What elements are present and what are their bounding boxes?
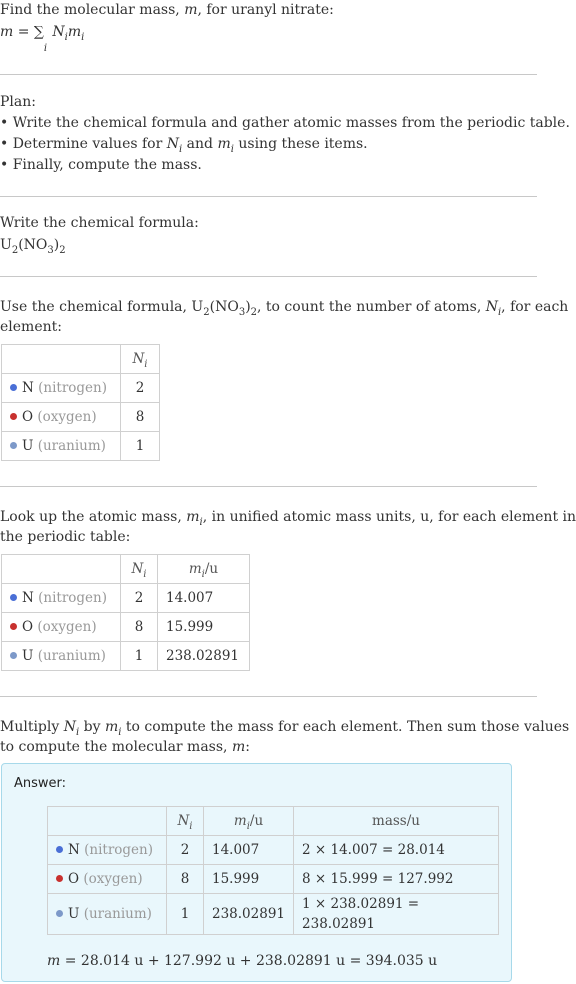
formula-heading: Write the chemical formula: bbox=[0, 215, 199, 231]
lookup-section bbox=[0, 507, 576, 547]
table-row bbox=[2, 374, 160, 403]
intro-text: Find the molecular mass, m, for uranyl nitrate: bbox=[0, 2, 334, 18]
count-cell: 8 bbox=[167, 865, 204, 894]
mass-cell: 15.999 bbox=[204, 865, 294, 894]
answer-label: Answer: bbox=[14, 776, 67, 791]
divider bbox=[0, 276, 537, 277]
table-row bbox=[48, 894, 499, 935]
plan-bullet-3: • Finally, compute the mass. bbox=[0, 157, 202, 173]
header-count: $N_i$ bbox=[121, 345, 160, 374]
mass-cell: 238.02891 bbox=[204, 894, 294, 935]
multiply-section bbox=[0, 717, 570, 757]
mass-cell: 238.02891 bbox=[158, 642, 250, 671]
count-cell: 2 bbox=[121, 584, 158, 613]
count-text-2: element: bbox=[0, 319, 62, 335]
answer-box bbox=[1, 763, 512, 982]
table-row bbox=[2, 403, 160, 432]
table-header-row bbox=[2, 555, 250, 584]
table-header-row bbox=[2, 345, 160, 374]
multiply-text-2: to compute the molecular mass, m: bbox=[0, 739, 250, 755]
element-cell: O (oxygen) bbox=[2, 403, 121, 432]
lookup-text-2: the periodic table: bbox=[0, 529, 131, 545]
mass-cell: 14.007 bbox=[158, 584, 250, 613]
element-cell: N (nitrogen) bbox=[2, 584, 121, 613]
table-row bbox=[48, 865, 499, 894]
header-empty bbox=[2, 555, 121, 584]
nitrogen-dot-icon bbox=[10, 384, 17, 391]
table-header-row bbox=[48, 807, 499, 836]
header-count: $N_i$ bbox=[167, 807, 204, 836]
count-text: Use the chemical formula, $U_2(NO_3)_2$, to count the number of atoms, $N_i$, for each bbox=[0, 299, 569, 318]
header-count: $N_i$ bbox=[121, 555, 158, 584]
table-row bbox=[2, 432, 160, 461]
count-cell: 1 bbox=[121, 642, 158, 671]
element-cell: U (uranium) bbox=[2, 642, 121, 671]
element-cell: U (uranium) bbox=[2, 432, 121, 461]
nitrogen-dot-icon bbox=[56, 846, 63, 853]
nitrogen-dot-icon bbox=[10, 594, 17, 601]
element-cell: U (uranium) bbox=[48, 894, 167, 935]
oxygen-dot-icon bbox=[10, 413, 17, 420]
calc-cell: 1 × 238.02891 = 238.02891 bbox=[294, 894, 499, 935]
calc-cell: 8 × 15.999 = 127.992 bbox=[294, 865, 499, 894]
atom-count-table bbox=[1, 344, 160, 461]
plan-bullet-1: • Write the chemical formula and gather atomic masses from the periodic table. bbox=[0, 115, 570, 131]
divider bbox=[0, 486, 537, 487]
lookup-text: Look up the atomic mass, $m_i$, in unified atomic mass units, u, for each element in bbox=[0, 509, 576, 528]
count-cell: 1 bbox=[121, 432, 160, 461]
molecular-mass-formula: m = ∑ i $N_im_i$ bbox=[0, 24, 85, 54]
divider bbox=[0, 196, 537, 197]
formula-section bbox=[0, 213, 537, 256]
calc-cell: 2 × 14.007 = 28.014 bbox=[294, 836, 499, 865]
plan-bullet-2: • Determine values for $N_i$ and $m_i$ using these items. bbox=[0, 136, 368, 155]
header-empty bbox=[48, 807, 167, 836]
header-mass: $m_i/u$ bbox=[158, 555, 250, 584]
mass-cell: 15.999 bbox=[158, 613, 250, 642]
table-row bbox=[2, 613, 250, 642]
element-cell: O (oxygen) bbox=[2, 613, 121, 642]
uranium-dot-icon bbox=[10, 442, 17, 449]
multiply-text: Multiply $N_i$ by $m_i$ to compute the mass for each element. Then sum those values bbox=[0, 719, 570, 738]
table-row bbox=[2, 584, 250, 613]
header-total-mass: mass/u bbox=[294, 807, 499, 836]
count-cell: 1 bbox=[167, 894, 204, 935]
element-cell: O (oxygen) bbox=[48, 865, 167, 894]
uranium-dot-icon bbox=[56, 910, 63, 917]
table-row bbox=[2, 642, 250, 671]
mass-cell: 14.007 bbox=[204, 836, 294, 865]
header-mass: $m_i/u$ bbox=[204, 807, 294, 836]
count-cell: 8 bbox=[121, 613, 158, 642]
oxygen-dot-icon bbox=[10, 623, 17, 630]
plan-heading: Plan: bbox=[0, 94, 36, 110]
oxygen-dot-icon bbox=[56, 875, 63, 882]
mass-table bbox=[47, 806, 499, 935]
divider bbox=[0, 74, 537, 75]
molecular-mass-result: m = 28.014 u + 127.992 u + 238.02891 u = 394.035 u bbox=[47, 953, 438, 969]
intro-section bbox=[0, 0, 537, 56]
count-cell: 2 bbox=[167, 836, 204, 865]
element-cell: N (nitrogen) bbox=[48, 836, 167, 865]
count-section bbox=[0, 297, 569, 337]
atomic-mass-table bbox=[1, 554, 250, 671]
uranium-dot-icon bbox=[10, 652, 17, 659]
count-cell: 2 bbox=[121, 374, 160, 403]
element-cell: N (nitrogen) bbox=[2, 374, 121, 403]
plan-section bbox=[0, 92, 570, 176]
header-empty bbox=[2, 345, 121, 374]
chemical-formula: $U_2(NO_3)_2$ bbox=[0, 237, 66, 256]
count-cell: 8 bbox=[121, 403, 160, 432]
divider bbox=[0, 696, 537, 697]
table-row bbox=[48, 836, 499, 865]
